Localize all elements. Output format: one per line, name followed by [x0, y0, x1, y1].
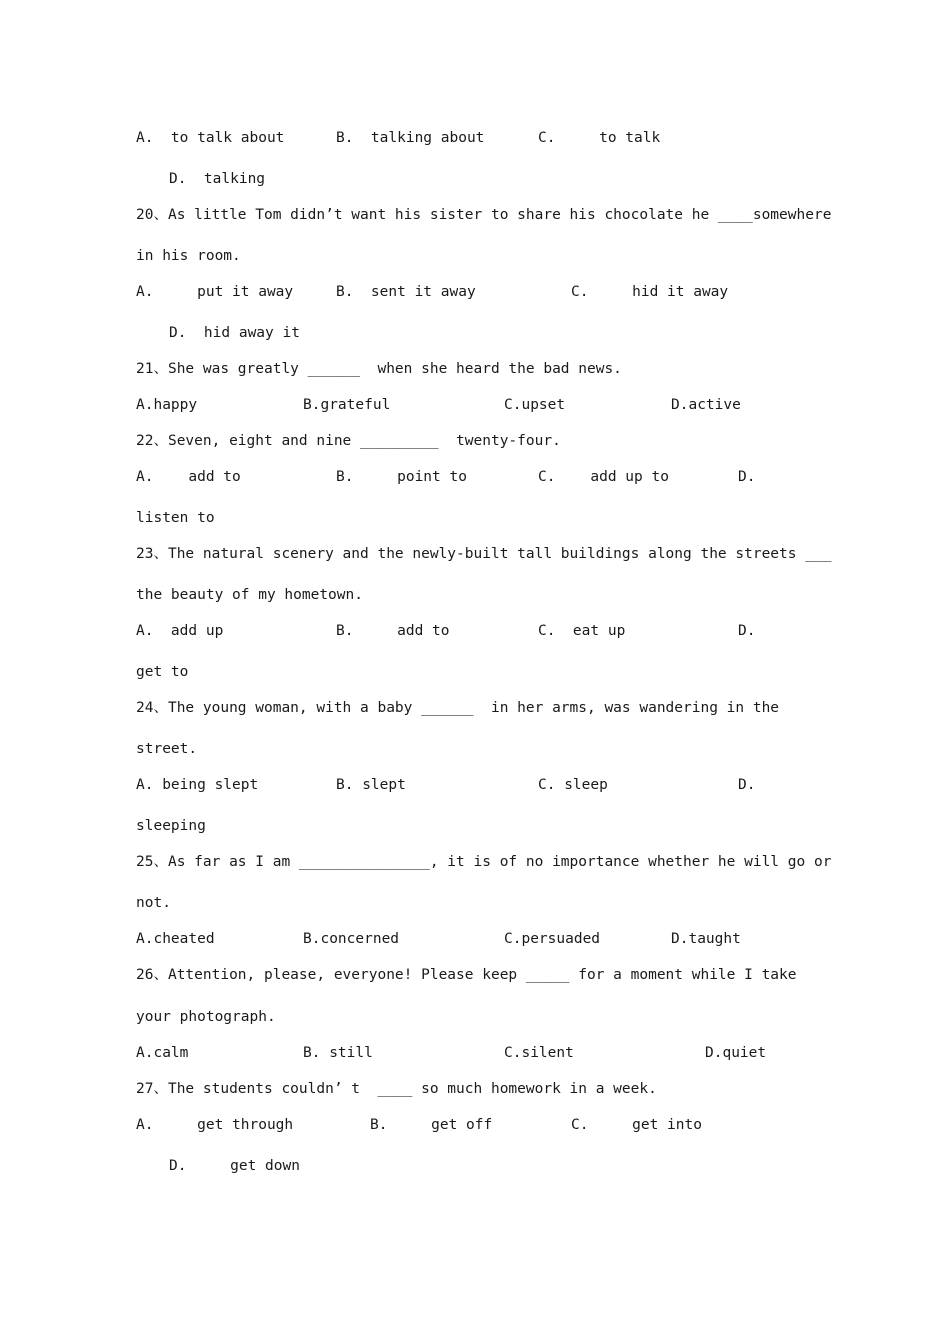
q27-option-c: C. get into	[571, 1117, 702, 1133]
q24-option-c: C. sleep	[538, 777, 608, 793]
q20-stem-line2: in his room.	[136, 248, 241, 264]
q23-option-b: B. add to	[336, 623, 450, 639]
q21-option-a: A.happy	[136, 397, 198, 413]
q19-option-d: D. talking	[169, 171, 266, 187]
q25-stem-line1: 25、As far as I am _______________, it is of no importance whether he will go or	[136, 854, 832, 870]
q19-option-b: B. talking about	[336, 130, 485, 146]
q19-option-a: A. to talk about	[136, 130, 285, 146]
q25-option-d: D.taught	[671, 931, 741, 947]
q20-option-c: C. hid it away	[571, 284, 729, 300]
q24-option-d-text: sleeping	[136, 818, 206, 834]
q24-stem-line2: street.	[136, 741, 198, 757]
q27-stem: 27、The students couldn’ t ____ so much homework in a week.	[136, 1081, 657, 1097]
q22-stem: 22、Seven, eight and nine _________ twenty-four.	[136, 433, 561, 449]
q24-option-d-label: D.	[738, 777, 756, 793]
q27-option-d: D. get down	[169, 1158, 300, 1174]
q26-option-c: C.silent	[504, 1045, 574, 1061]
q20-option-a: A. put it away	[136, 284, 294, 300]
q22-option-d-text: listen to	[136, 510, 215, 526]
q27-option-a: A. get through	[136, 1117, 294, 1133]
q25-option-a: A.cheated	[136, 931, 215, 947]
q24-option-b: B. slept	[336, 777, 406, 793]
q23-option-c: C. eat up	[538, 623, 626, 639]
q23-stem-line2: the beauty of my hometown.	[136, 587, 363, 603]
q26-option-a: A.calm	[136, 1045, 189, 1061]
q21-option-b: B.grateful	[303, 397, 391, 413]
q21-option-c: C.upset	[504, 397, 566, 413]
q20-option-b: B. sent it away	[336, 284, 476, 300]
q21-option-d: D.active	[671, 397, 741, 413]
q19-option-c: C. to talk	[538, 130, 661, 146]
q22-option-c: C. add up to	[538, 469, 669, 485]
q27-option-b: B. get off	[370, 1117, 493, 1133]
q24-option-a: A. being slept	[136, 777, 259, 793]
q23-option-d-label: D.	[738, 623, 756, 639]
q22-option-d-label: D.	[738, 469, 756, 485]
q22-option-b: B. point to	[336, 469, 467, 485]
q20-stem-line1: 20、As little Tom didn’t want his sister to share his chocolate he ____somewhere	[136, 207, 832, 223]
q21-stem: 21、She was greatly ______ when she heard the bad news.	[136, 361, 622, 377]
q20-option-d: D. hid away it	[169, 325, 300, 341]
q23-stem-line1: 23、The natural scenery and the newly-built tall buildings along the streets ___	[136, 546, 832, 562]
q23-option-d-text: get to	[136, 664, 189, 680]
q25-option-b: B.concerned	[303, 931, 400, 947]
q22-option-a: A. add to	[136, 469, 241, 485]
q25-stem-line2: not.	[136, 895, 171, 911]
q26-option-d: D.quiet	[705, 1045, 767, 1061]
q24-stem-line1: 24、The young woman, with a baby ______ in her arms, was wandering in the	[136, 700, 780, 716]
q26-stem-line2: your photograph.	[136, 1009, 276, 1025]
q25-option-c: C.persuaded	[504, 931, 601, 947]
q26-stem-line1: 26、Attention, please, everyone! Please keep _____ for a moment while I take	[136, 967, 797, 983]
q26-option-b: B. still	[303, 1045, 373, 1061]
q23-option-a: A. add up	[136, 623, 224, 639]
